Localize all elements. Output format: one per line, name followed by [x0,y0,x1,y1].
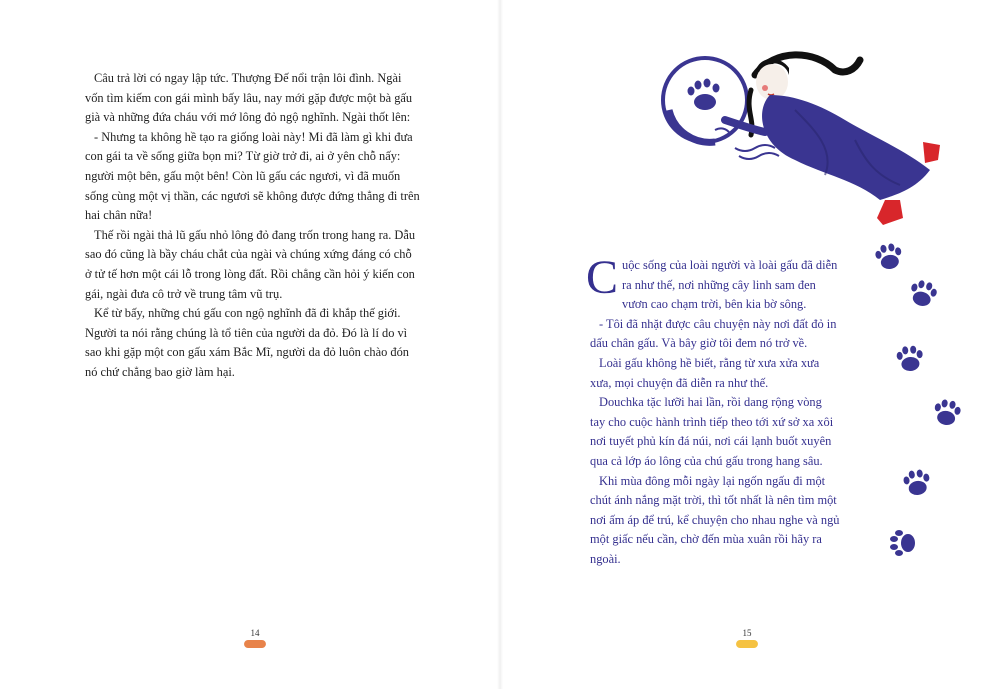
page-number-left: 14 [250,628,260,638]
paw-print-icon [893,342,927,376]
flying-woman-illustration [655,50,945,240]
right-paragraph-5: Khi mùa đông mỗi ngày lại ngốn ngấu đi một chút ánh nắng mặt trời, thì tốt nhất là nên tìm một nơi ấm áp để trú, kể chuyện cho nhau nghe và ngủ một giấc nếu cần, chờ đến mùa xuân rồi hãy ra ngoài. [590,473,840,566]
book-gutter [497,0,503,689]
page-number-right: 15 [742,628,752,638]
right-paragraph-2: - Tôi đã nhặt được câu chuyện này nơi đất đỏ in dấu chân gấu. Và bây giờ tôi đem nó trở về. [590,316,837,351]
paw-print-icon [900,466,934,500]
drop-cap: C [586,251,619,304]
right-paragraph-4: Douchka tặc lưỡi hai lần, rồi dang rộng vòng tay cho cuộc hành trình tiếp theo tới xứ sở xa xôi nơi tuyết phủ kín đá núi, nơi cái lạnh buốt xuyên qua cả lớp áo lông của chú gấu trong hang sâu. [590,395,834,468]
right-paragraph-1 [586,251,840,315]
right-paragraph-1-text: uộc sống của loài người và loài gấu đã diễn ra như thế, nơi những cây linh sam đen vươn cao chạm trời, bên kia bờ sông. [622,258,838,312]
left-paragraph-1: Câu trả lời có ngay lập tức. Thượng Đế nổi trận lôi đình. Ngài vốn tìm kiếm con gái mình bấy lâu, nay mới gặp được một bà gấu già và những đứa cháu với mớ lông đỏ ngộ nghĩnh. Ngài thốt lên: [85,71,413,125]
boot-bottom [877,200,903,225]
left-paragraph-3: Thế rồi ngài thả lũ gấu nhỏ lông đỏ đang trốn trong hang ra. Dẫu sao đó cũng là bầy cháu chắt của ngài và chúng xứng đáng có chỗ ở tử tế hơn một cái lỗ trong lòng đất. Rồi chẳng cần hỏi ý kiến con gái, ngài đưa cô trở về trung tâm vũ trụ. [85,227,416,301]
paw-print-icon [886,526,920,560]
right-paragraph-3: Loài gấu không hề biết, rằng từ xưa xửa xưa xưa, mọi chuyện đã diễn ra như thế. [590,355,820,390]
paw-print-icon [906,277,940,311]
left-paragraph-2: - Nhưng ta không hề tạo ra giống loài này! Mi đã làm gì khi đưa con gái ta về sống giữa bọn mi? Từ giờ trở đi, ai ở yên chỗ nấy: người một bên, gấu một bên! Còn lũ gấu các ngươi, vì đã muốn sống cùng một vị thần, các ngươi sẽ không được đứng thẳng đi trên hai chân nữa! [85,129,420,223]
paw-print-icon [930,396,964,430]
left-paragraph-4: Kể từ bấy, những chú gấu con ngộ nghĩnh đã đi khắp thế giới. Người ta nói rằng chúng là tổ tiên của người da đỏ. Đó là lí do vì sao khi gặp một con gấu xám Bắc Mĩ, người da đỏ luôn chào đón nó chứ chẳng bao giờ làm hại. [85,306,410,379]
left-page-text [85,69,420,383]
right-page-text [586,251,840,570]
paw-print-icon [872,240,906,274]
moon-paw-icon [688,79,720,111]
page-number-right-swatch [735,640,759,648]
boot-top [923,142,940,163]
page-number-left-swatch [243,640,267,648]
